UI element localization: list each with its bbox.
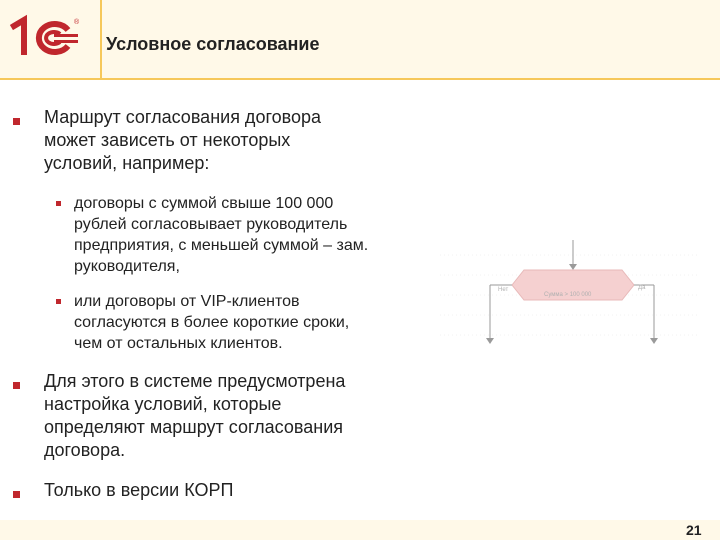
footer-strip bbox=[0, 520, 720, 540]
header-divider bbox=[0, 78, 720, 80]
bullet-text: Только в версии КОРП bbox=[44, 480, 234, 500]
sub-bullet-marker bbox=[56, 201, 61, 206]
diagram-label-yes: Да bbox=[638, 285, 646, 291]
bullet-marker bbox=[13, 118, 20, 125]
sub-bullet-text: или договоры от VIP-клиентов согласуются в более короткие сроки, чем от остальных клиентов. bbox=[74, 293, 350, 352]
bullet-text: Маршрут согласования договора может зависеть от некоторых условий, например: bbox=[44, 107, 322, 173]
diagram-label-no: Нет bbox=[498, 287, 509, 293]
diagram-condition-label: Сумма > 100 000 bbox=[544, 292, 592, 298]
bullet-marker bbox=[13, 382, 20, 389]
sub-bullet-text: договоры с суммой свыше 100 000 рублей согласовывает руководитель предприятия, с меньшей суммой – зам. руководителя, bbox=[74, 195, 369, 275]
bullet-text: Для этого в системе предусмотрена настройка условий, которые определяют маршрут согласования договора. bbox=[44, 371, 346, 460]
svg-text:®: ® bbox=[74, 19, 80, 26]
bullet-marker bbox=[13, 491, 20, 498]
sub-bullet-marker bbox=[56, 299, 61, 304]
slide-title: Условное согласование bbox=[106, 34, 320, 54]
condition-diagram bbox=[440, 240, 700, 350]
1c-logo bbox=[8, 12, 88, 60]
header-vertical-divider bbox=[100, 0, 102, 80]
page-number: 21 bbox=[686, 522, 702, 538]
